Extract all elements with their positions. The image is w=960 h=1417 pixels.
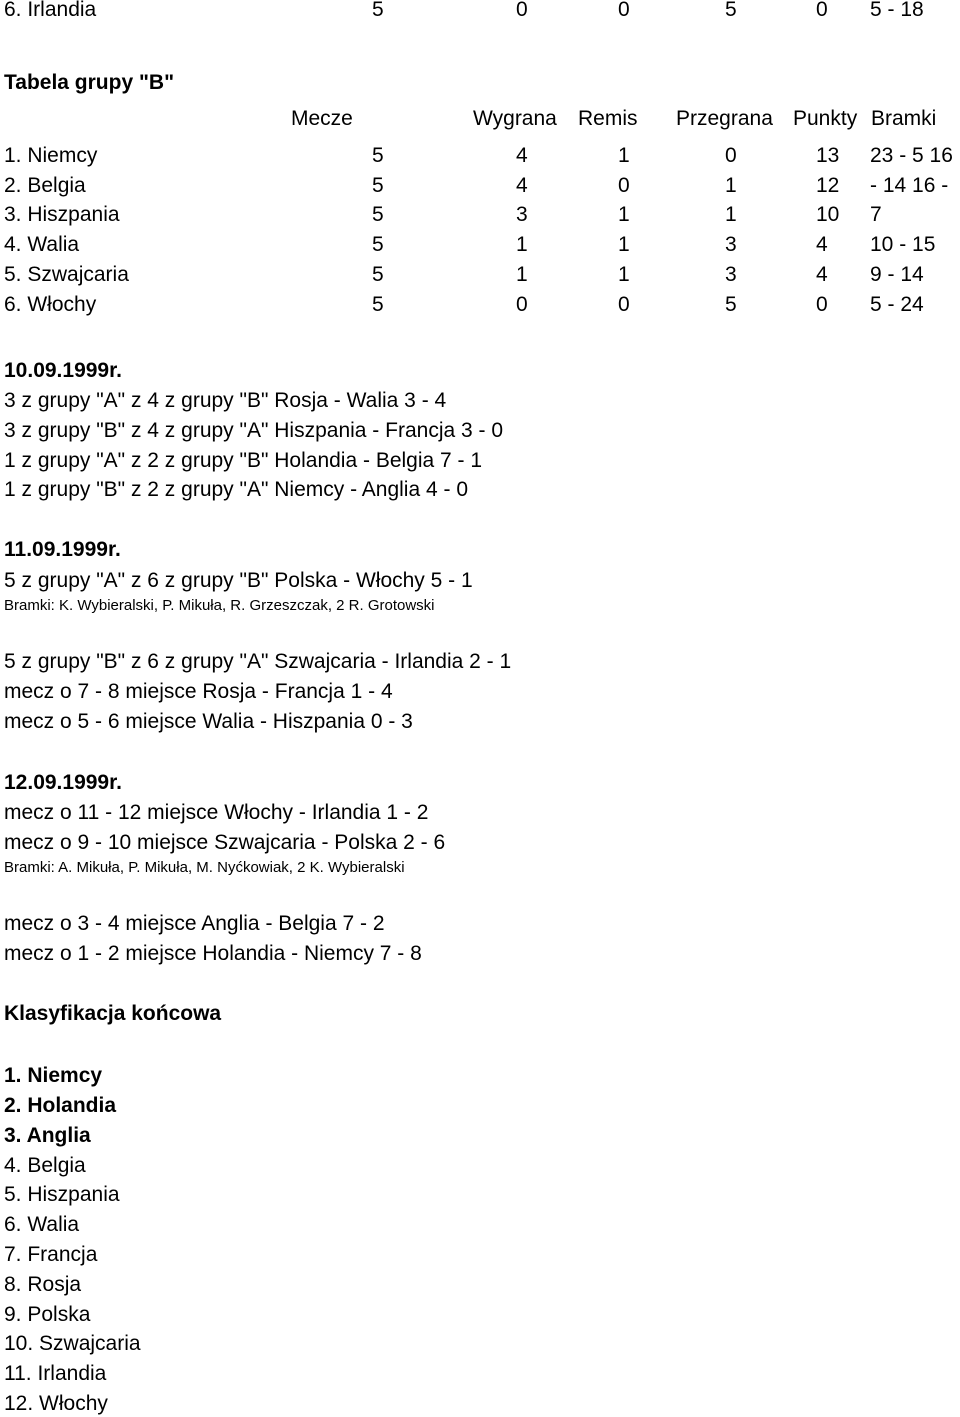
team-name: 2. Belgia [4, 174, 86, 197]
table-row [0, 144, 960, 168]
goals: - 14 16 - [870, 174, 949, 197]
list-item: 8. Rosja [4, 1273, 82, 1296]
team-name: 3. Hiszpania [4, 203, 120, 226]
team-name: 6. Włochy [4, 293, 97, 316]
list-item: 6. Walia [4, 1213, 80, 1236]
goals: 7 [870, 203, 882, 226]
list-item: 1. Niemcy [4, 1064, 103, 1087]
list-item: 2. Holandia [4, 1094, 117, 1117]
points: 0 [816, 293, 828, 316]
goals: 5 - 24 [870, 293, 924, 316]
match-line: 5 z grupy "B" z 6 z grupy "A" Szwajcaria - Irlandia 2 - 1 [4, 650, 512, 673]
draws: 0 [618, 174, 630, 197]
points: 10 [816, 203, 840, 226]
points: 4 [816, 263, 828, 286]
draws: 1 [618, 263, 630, 286]
header-draws: Remis [578, 107, 638, 130]
wins: 1 [516, 263, 528, 286]
table-row [0, 233, 960, 257]
losses: 5 [725, 293, 737, 316]
list-item: 7. Francja [4, 1243, 98, 1266]
draws: 0 [618, 0, 630, 21]
losses: 1 [725, 203, 737, 226]
match-line: 5 z grupy "A" z 6 z grupy "B" Polska - Włochy 5 - 1 [4, 569, 473, 592]
match-line: mecz o 1 - 2 miejsce Holandia - Niemcy 7 - 8 [4, 942, 422, 965]
match-line: 1 z grupy "A" z 2 z grupy "B" Holandia - Belgia 7 - 1 [4, 449, 483, 472]
match-line: mecz o 5 - 6 miejsce Walia - Hiszpania 0 - 3 [4, 710, 413, 733]
match-line: 1 z grupy "B" z 2 z grupy "A" Niemcy - Anglia 4 - 0 [4, 478, 468, 501]
wins: 0 [516, 293, 528, 316]
team-name: 6. Irlandia [4, 0, 97, 21]
team-name: 1. Niemcy [4, 144, 98, 167]
table-row [0, 203, 960, 227]
matches: 5 [372, 144, 384, 167]
group-b-header [0, 107, 960, 131]
wins: 0 [516, 0, 528, 21]
matches: 5 [372, 263, 384, 286]
scorers-line: Bramki: K. Wybieralski, P. Mikuła, R. Grzeszczak, 2 R. Grotowski [4, 597, 435, 614]
points: 12 [816, 174, 840, 197]
list-item: 9. Polska [4, 1303, 91, 1326]
group-a-row-6 [0, 0, 960, 22]
points: 0 [816, 0, 828, 21]
list-item: 11. Irlandia [4, 1362, 107, 1385]
list-item: 12. Włochy [4, 1392, 108, 1415]
list-item: 3. Anglia [4, 1124, 91, 1147]
wins: 4 [516, 144, 528, 167]
matches: 5 [372, 233, 384, 256]
draws: 1 [618, 144, 630, 167]
matches: 5 [372, 203, 384, 226]
date-heading: 12.09.1999r. [4, 771, 122, 794]
match-line: mecz o 3 - 4 miejsce Anglia - Belgia 7 - 2 [4, 912, 385, 935]
table-row [0, 293, 960, 317]
match-line: mecz o 11 - 12 miejsce Włochy - Irlandia 1 - 2 [4, 801, 429, 824]
list-item: 5. Hiszpania [4, 1183, 120, 1206]
losses: 5 [725, 0, 737, 21]
draws: 1 [618, 233, 630, 256]
match-line: mecz o 9 - 10 miejsce Szwajcaria - Polska 2 - 6 [4, 831, 446, 854]
wins: 3 [516, 203, 528, 226]
final-classification-title: Klasyfikacja końcowa [4, 1002, 222, 1025]
losses: 3 [725, 263, 737, 286]
matches: 5 [372, 174, 384, 197]
losses: 0 [725, 144, 737, 167]
table-row [0, 174, 960, 198]
wins: 4 [516, 174, 528, 197]
points: 4 [816, 233, 828, 256]
matches: 5 [372, 0, 384, 21]
list-item: 4. Belgia [4, 1154, 86, 1177]
header-matches: Mecze [291, 107, 353, 130]
date-heading: 10.09.1999r. [4, 359, 122, 382]
header-losses: Przegrana [676, 107, 773, 130]
match-line: 3 z grupy "A" z 4 z grupy "B" Rosja - Walia 3 - 4 [4, 389, 447, 412]
date-heading: 11.09.1999r. [4, 538, 121, 561]
team-name: 5. Szwajcaria [4, 263, 129, 286]
points: 13 [816, 144, 840, 167]
team-name: 4. Walia [4, 233, 80, 256]
goals: 9 - 14 [870, 263, 924, 286]
losses: 1 [725, 174, 737, 197]
matches: 5 [372, 293, 384, 316]
match-line: 3 z grupy "B" z 4 z grupy "A" Hiszpania - Francja 3 - 0 [4, 419, 504, 442]
draws: 0 [618, 293, 630, 316]
goals: 23 - 5 16 [870, 144, 953, 167]
table-row [0, 263, 960, 287]
match-line: mecz o 7 - 8 miejsce Rosja - Francja 1 - 4 [4, 680, 393, 703]
losses: 3 [725, 233, 737, 256]
header-wins: Wygrana [473, 107, 557, 130]
header-points: Punkty [793, 107, 858, 130]
group-b-title: Tabela grupy "B" [4, 71, 175, 94]
list-item: 10. Szwajcaria [4, 1332, 141, 1355]
draws: 1 [618, 203, 630, 226]
header-goals: Bramki [871, 107, 937, 130]
goals: 10 - 15 [870, 233, 936, 256]
wins: 1 [516, 233, 528, 256]
scorers-line: Bramki: A. Mikuła, P. Mikuła, M. Nyćkowiak, 2 K. Wybieralski [4, 859, 405, 876]
goals: 5 - 18 [870, 0, 924, 21]
